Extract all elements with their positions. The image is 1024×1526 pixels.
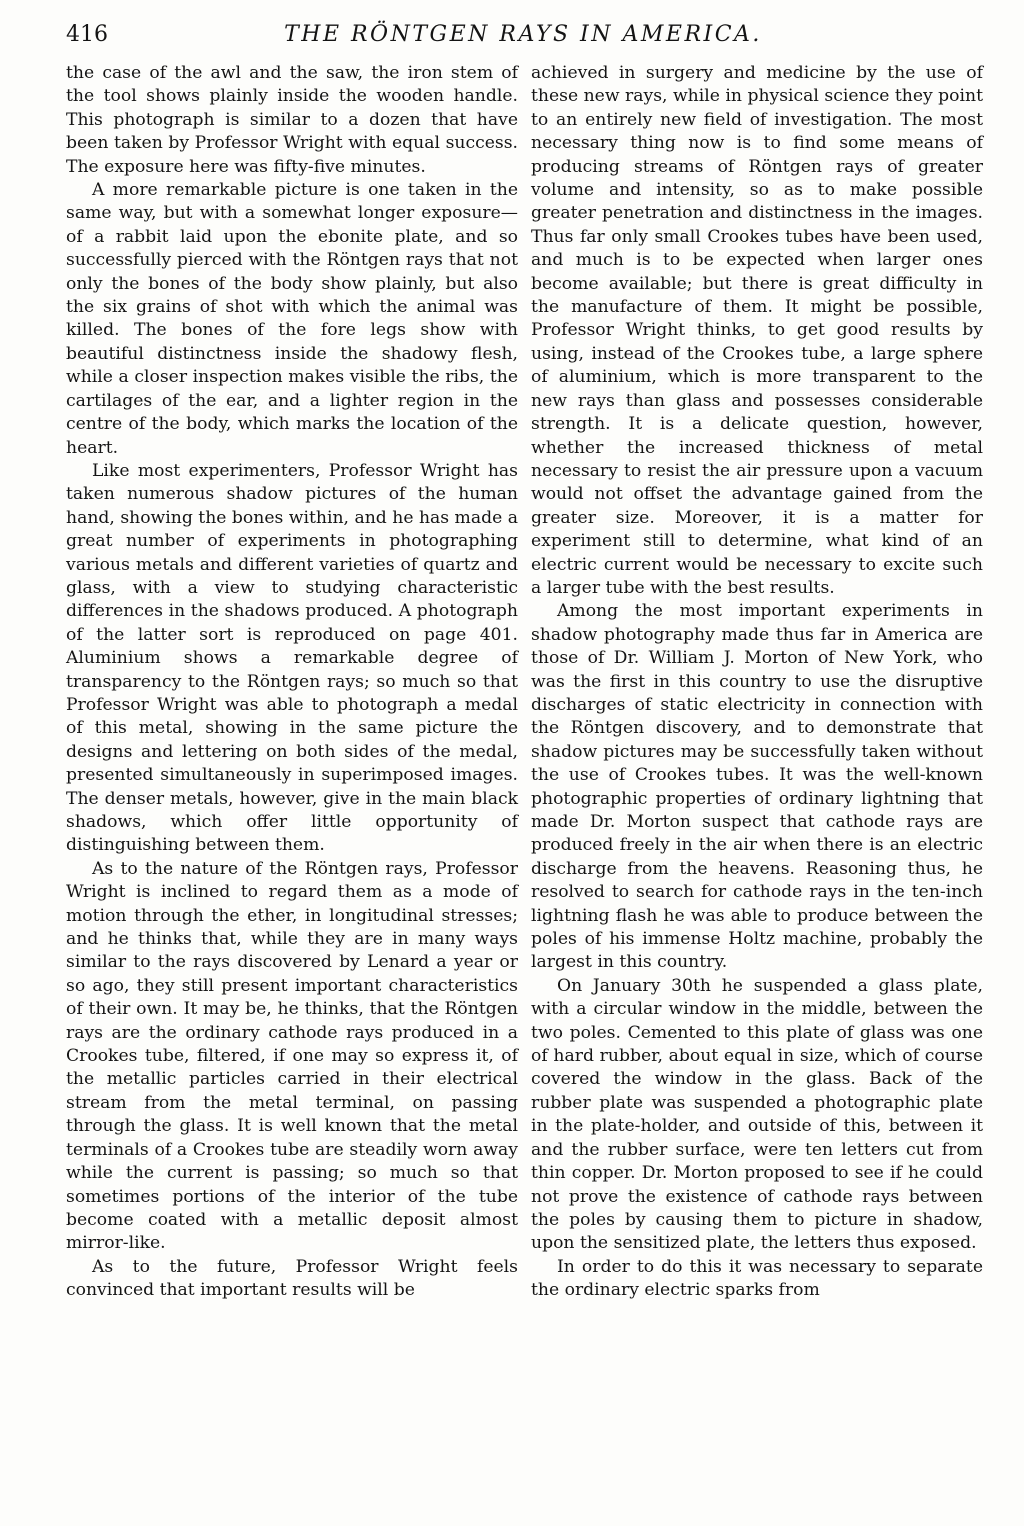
paragraph: On January 30th he suspended a glass plate, with a circular window in the middle, between the two poles. Cemented to this plate of glass was one of hard rubber, about equal in size, which of course covered the window in the glass. Back of the rubber plate was suspended a photographic plate in the plate-holder, and outside of this, between it and the rubber surface, were ten letters cut from thin copper. Dr. Morton proposed to see if he could not prove the existence of cathode rays between the poles by causing them to picture in shadow, upon the sensitized plate, the letters thus exposed. (531, 975, 983, 1254)
left-column (66, 62, 518, 1303)
paragraph: A more remarkable picture is one taken in the same way, but with a somewhat longer exposure—of a rabbit laid upon the ebonite plate, and so successfully pierced with the Röntgen rays that not only the bones of the body show plainly, but also the six grains of shot with which the animal was killed. The bones of the fore legs show with beautiful distinctness inside the shadowy flesh, while a closer inspection makes visible the ribs, the cartilages of the ear, and a lighter region in the centre of the body, which marks the location of the heart. (66, 180, 518, 458)
page-number: 416 (66, 22, 108, 47)
right-column (531, 62, 983, 1303)
running-head: THE RÖNTGEN RAYS IN AMERICA. (284, 22, 762, 47)
paragraph: achieved in surgery and medicine by the use of these new rays, while in physical science they point to an entirely new field of investigation. The most necessary thing now is to find some means of producing streams of Röntgen rays of greater volume and intensity, so as to make possible greater penetration and distinctness in the images. Thus far only small Crookes tubes have been used, and much is to be expected when larger ones become available; but there is great difficulty in the manufacture of them. It might be possible, Professor Wright thinks, to get good results by using, instead of the Crookes tube, a large sphere of aluminium, which is more transparent to the new rays than glass and possesses considerable strength. It is a delicate question, however, whether the increased thickness of metal necessary to resist the air pressure upon a vacuum would not offset the advantage gained from the greater size. Moreover, it is a matter for experiment still to determine, what kind of an electric current would be necessary to excite such a larger tube with the best results. (531, 63, 983, 598)
paragraph: Among the most important experiments in shadow photography made thus far in America are those of Dr. William J. Morton of New York, who was the first in this country to use the disruptive discharges of static electricity in connection with the Röntgen discovery, and to demonstrate that shadow pictures may be successfully taken without the use of Crookes tubes. It was the well-known photographic properties of ordinary lightning that made Dr. Morton suspect that cathode rays are produced freely in the air when there is an electric discharge from the heavens. Reasoning thus, he resolved to search for cathode rays in the ten-inch lightning flash he was able to produce between the poles of his immense Holtz machine, probably the largest in this country. (531, 601, 983, 973)
paragraph: As to the nature of the Röntgen rays, Professor Wright is inclined to regard them as a mode of motion through the ether, in longitudinal stresses; and he thinks that, while they are in many ways similar to the rays discovered by Lenard a year or so ago, they still present important characteristics of their own. It may be, he thinks, that the Röntgen rays are the ordinary cathode rays produced in a Crookes tube, filtered, if one may so express it, of the metallic particles carried in their electrical stream from the metal terminal, on passing through the glass. It is well known that the metal terminals of a Crookes tube are steadily worn away while the current is passing; so much so that sometimes portions of the interior of the tube become coated with a metallic deposit almost mirror-like. (66, 858, 518, 1254)
paragraph: the case of the awl and the saw, the iron stem of the tool shows plainly inside the wooden handle. This photograph is similar to a dozen that have been taken by Professor Wright with equal success. The exposure here was fifty-five minutes. (66, 63, 518, 177)
paragraph: As to the future, Professor Wright feels convinced that important results will be (66, 1256, 518, 1301)
page-header (66, 18, 980, 58)
paragraph: Like most experimenters, Professor Wright has taken numerous shadow pictures of the human hand, showing the bones within, and he has made a great number of experiments in photographing various metals and different varieties of quartz and glass, with a view to studying characteristic differences in the shadows produced. A photograph of the latter sort is reproduced on page 401. Aluminium shows a remarkable degree of transparency to the Röntgen rays; so much so that Professor Wright was able to photograph a medal of this metal, showing in the same picture the designs and lettering on both sides of the medal, presented simultaneously in superimposed images. The denser metals, however, give in the main black shadows, which offer little opportunity of distinguishing between them. (66, 460, 518, 856)
paragraph: In order to do this it was necessary to separate the ordinary electric sparks from (531, 1256, 983, 1301)
